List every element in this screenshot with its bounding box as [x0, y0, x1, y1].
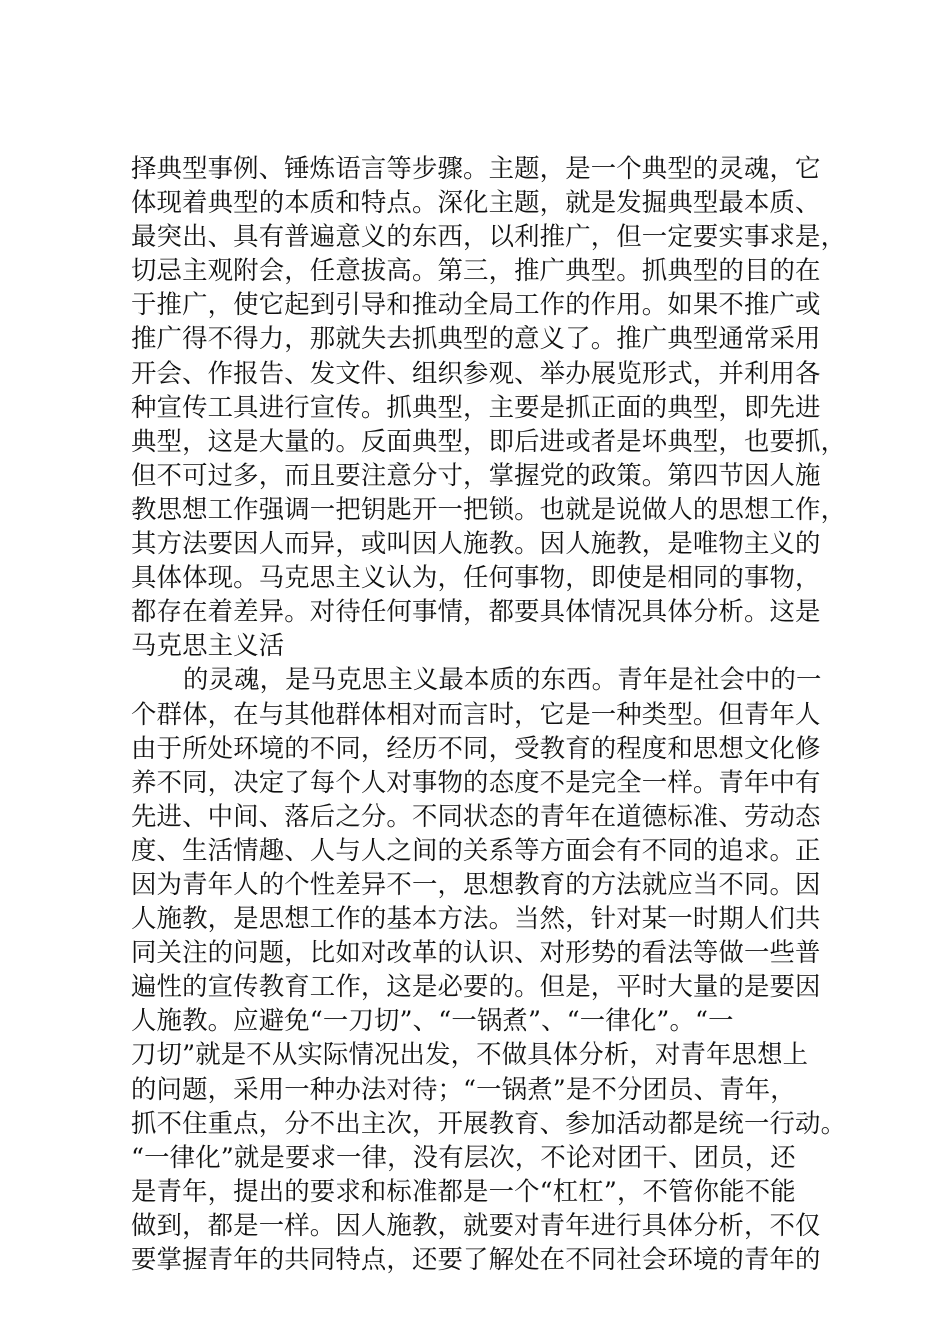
- body-text: [131, 151, 847, 1276]
- text-line: “一律化”就是要求一律，没有层次，不论对团干、团员，还: [131, 1141, 796, 1172]
- text-line: 但不可过多，而且要注意分寸，掌握党的政策。第四节因人施: [131, 459, 821, 490]
- text-line: 做到，都是一样。因人施教，就要对青年进行具体分析，不仅: [131, 1209, 821, 1240]
- text-line: 抓不住重点，分不出主次，开展教育、参加活动都是统一行动。: [131, 1107, 847, 1138]
- text-line: 教思想工作强调一把钥匙开一把锁。也就是说做人的思想工作，: [131, 493, 847, 524]
- text-line: 先进、中间、落后之分。不同状态的青年在道德标准、劳动态: [131, 800, 821, 831]
- text-line: 由于所处环境的不同，经历不同，受教育的程度和思想文化修: [131, 732, 821, 763]
- text-line: 人施教，是思想工作的基本方法。当然，针对某一时期人们共: [131, 903, 821, 934]
- text-line: 推广得不得力，那就失去抓典型的意义了。推广典型通常采用: [131, 323, 821, 354]
- text-line: 是青年，提出的要求和标准都是一个“杠杠”，不管你能不能: [131, 1175, 796, 1206]
- text-line: 要掌握青年的共同特点，还要了解处在不同社会环境的青年的: [131, 1244, 821, 1274]
- text-line: 刀切”就是不从实际情况出发，不做具体分析，对青年思想上: [131, 1039, 809, 1070]
- text-line: 养不同，决定了每个人对事物的态度不是完全一样。青年中有: [131, 766, 821, 797]
- text-line: 体现着典型的本质和特点。深化主题，就是发掘典型最本质、: [131, 187, 821, 218]
- text-line: 马克思主义活: [131, 630, 285, 661]
- text-line: 同关注的问题，比如对改革的认识、对形势的看法等做一些普: [131, 937, 821, 968]
- text-line: 种宣传工具进行宣传。抓典型，主要是抓正面的典型，即先进: [131, 391, 821, 422]
- text-line: 因为青年人的个性差异不一，思想教育的方法就应当不同。因: [131, 868, 821, 899]
- text-line: 最突出、具有普遍意义的东西，以利推广，但一定要实事求是，: [131, 221, 847, 252]
- text-line: 遍性的宣传教育工作，这是必要的。但是，平时大量的是要因: [131, 971, 821, 1002]
- text-line: 人施教。应避免“一刀切”、“一锅煮”、“一律化”。“一: [131, 1005, 734, 1036]
- text-line: 的问题，采用一种办法对待；“一锅煮”是不分团员、青年，: [131, 1073, 796, 1104]
- paragraph-start-line: 的灵魂，是马克思主义最本质的东西。青年是社会中的一: [183, 664, 822, 695]
- text-line: 于推广，使它起到引导和推动全局工作的作用。如果不推广或: [131, 289, 821, 320]
- text-line: 择典型事例、锤炼语言等步骤。主题，是一个典型的灵魂，它: [131, 153, 821, 183]
- text-line: 个群体，在与其他群体相对而言时，它是一种类型。但青年人: [131, 698, 821, 729]
- text-line: 其方法要因人而异，或叫因人施教。因人施教，是唯物主义的: [131, 528, 821, 559]
- text-line: 度、生活情趣、人与人之间的关系等方面会有不同的追求。正: [131, 834, 821, 865]
- text-line: 切忌主观附会，任意拔高。第三，推广典型。抓典型的目的在: [131, 255, 821, 286]
- text-line: 典型，这是大量的。反面典型，即后进或者是坏典型，也要抓，: [131, 425, 847, 456]
- text-line: 开会、作报告、发文件、组织参观、举办展览形式，并利用各: [131, 357, 821, 388]
- text-line: 具体体现。马克思主义认为，任何事物，即使是相同的事物，: [131, 562, 821, 593]
- text-line: 都存在着差异。对待任何事情，都要具体情况具体分析。这是: [131, 596, 821, 627]
